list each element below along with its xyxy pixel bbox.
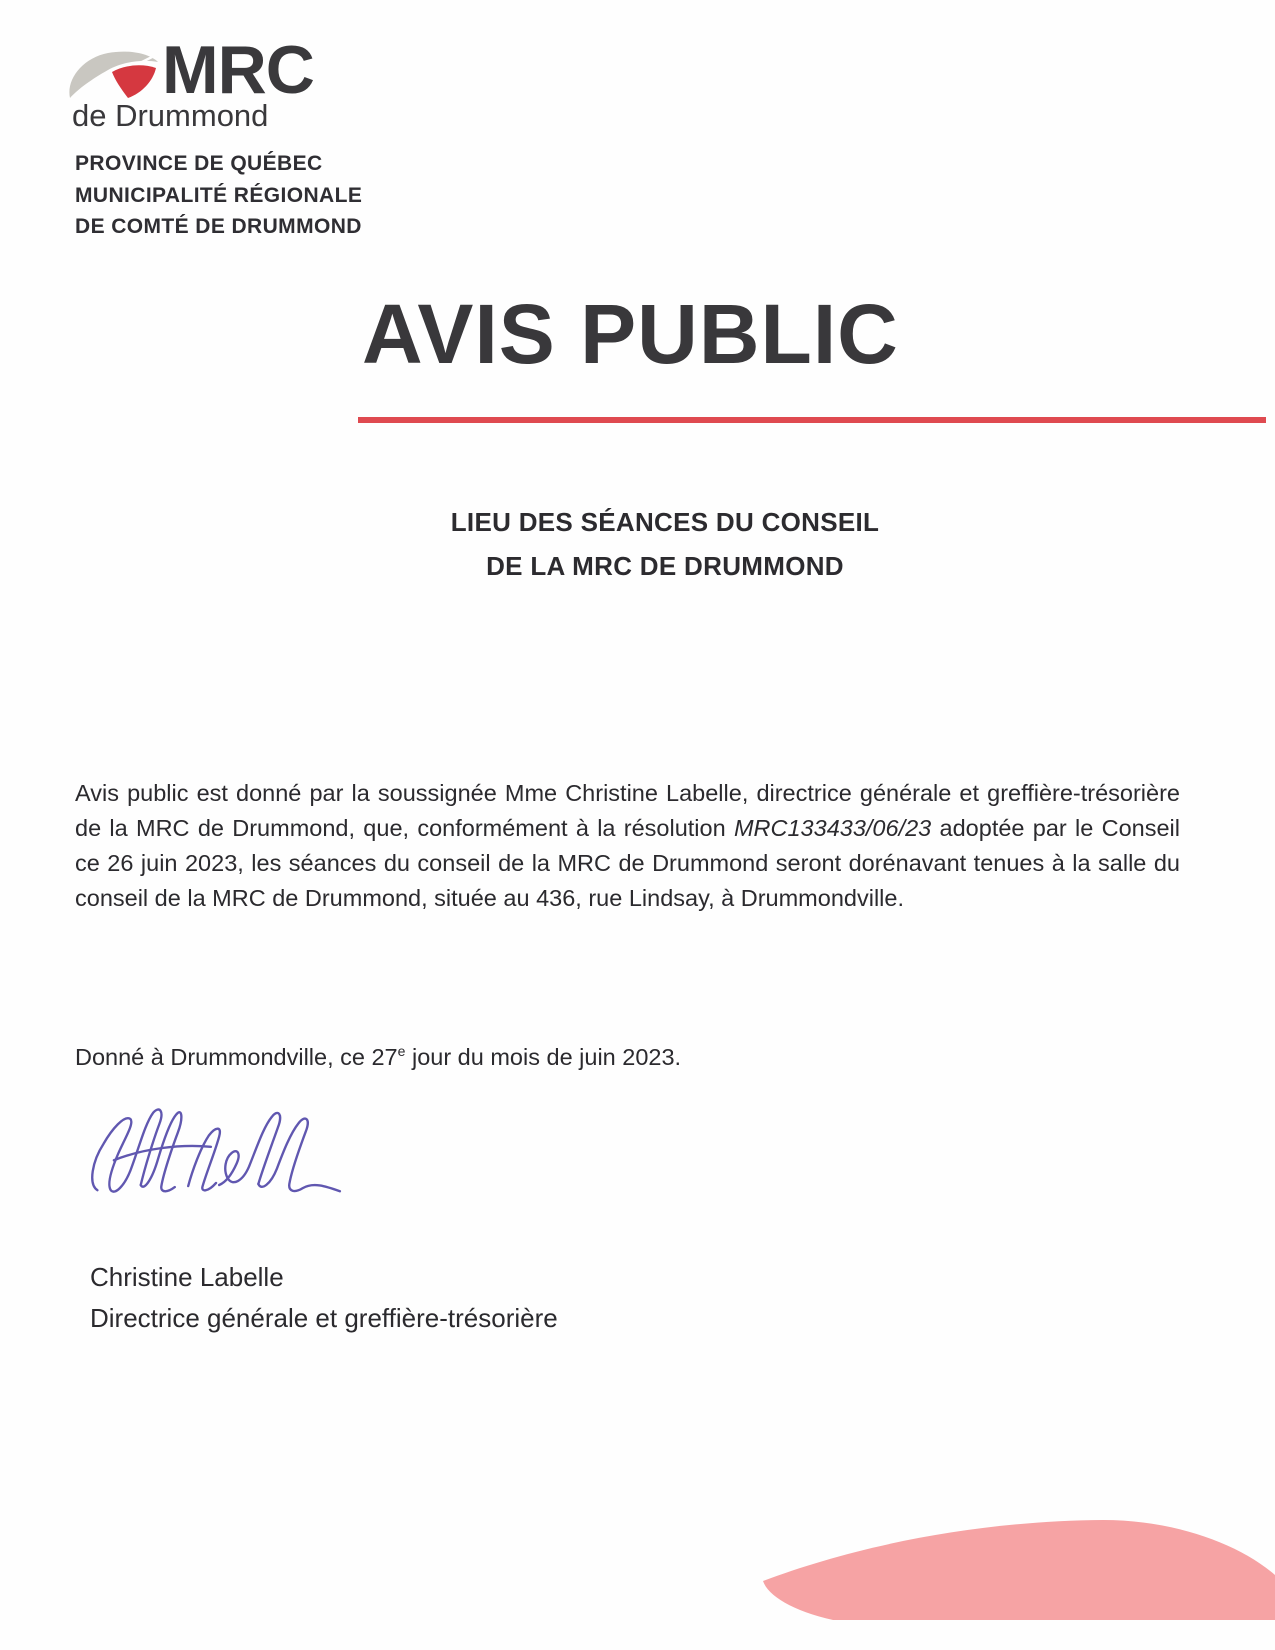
brand-text: MRC xyxy=(162,32,314,108)
notice-subtitle-line2: DE LA MRC DE DRUMMOND xyxy=(486,551,844,581)
org-header-line2: MUNICIPALITÉ RÉGIONALE xyxy=(75,183,363,207)
date-ordinal-sup: e xyxy=(397,1043,406,1060)
date-line xyxy=(75,1044,681,1071)
signatory-role: Directrice générale et greffière-trésorière xyxy=(90,1303,558,1333)
brand-subtext: de Drummond xyxy=(72,98,269,133)
decor-shape-bottom-right xyxy=(758,1505,1275,1650)
body-part1: Avis public est donné par la soussignée Mme Christine Labelle, directrice générale et greffière-trésorière de la MRC de Drummond, que, conformément à la résolution xyxy=(75,779,1180,841)
org-header-line1: PROVINCE DE QUÉBEC xyxy=(75,152,323,175)
signature-image xyxy=(85,1093,343,1211)
notice-subtitle-line1: LIEU DES SÉANCES DU CONSEIL xyxy=(450,507,880,537)
date-line-prefix: Donné à Drummondville, ce 27 xyxy=(75,1044,398,1070)
org-header-line3: DE COMTÉ DE DRUMMOND xyxy=(75,215,362,238)
body-part2: adoptée par le Conseil ce 26 juin 2023, les séances du conseil de la MRC de Drummond seront dorénavant tenues à la salle du conseil de la MRC de Drummond, située au 436, rue Lindsay, à Drummondville. xyxy=(75,814,1180,911)
date-line-suffix: jour du mois de juin 2023. xyxy=(405,1044,682,1070)
notice-subtitle xyxy=(75,500,1255,588)
resolution-number: MRC133433/06/23 xyxy=(733,814,932,841)
page-title: AVIS PUBLIC xyxy=(362,287,899,381)
body-paragraph xyxy=(75,776,1180,916)
signatory-name: Christine Labelle xyxy=(90,1262,284,1292)
org-header xyxy=(75,148,362,243)
title-rule xyxy=(358,417,1266,423)
